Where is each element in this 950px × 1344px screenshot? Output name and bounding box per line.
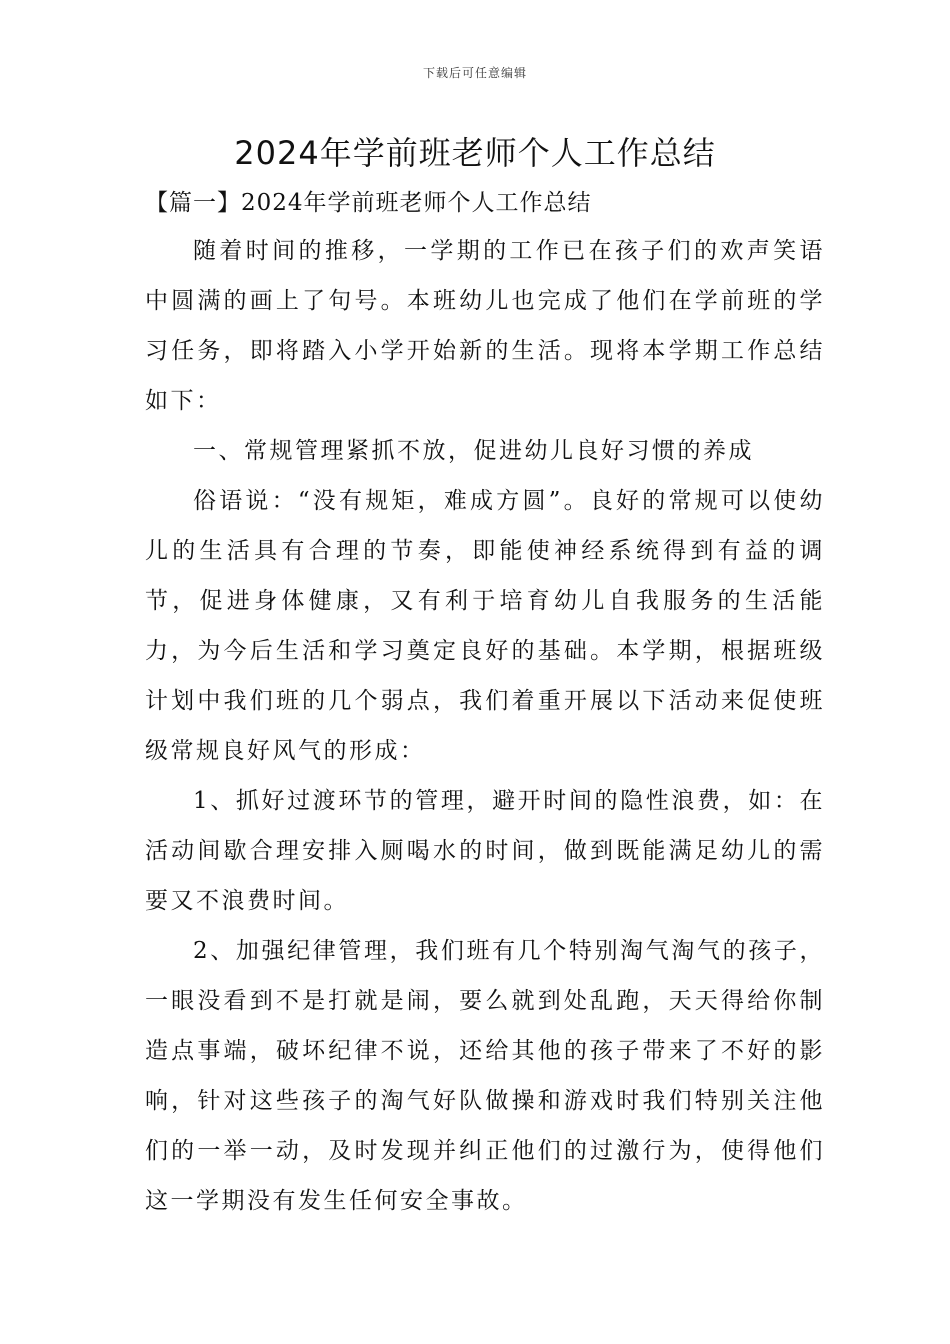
paragraph-item-2: 2、加强纪律管理，我们班有几个特别淘气淘气的孩子，一眼没看到不是打就是闹，要么就到处乱跑，天天得给你制造点事端，破坏纪律不说，还给其他的孩子带来了不好的影响，针对这些孩子的淘气好队做操和游戏时我们特别关注他们的一举一动，及时发现并纠正他们的过激行为，使得他们这一学期没有发生任何安全事故。 [145,938,825,1214]
page-title: 2024年学前班老师个人工作总结 [234,134,716,172]
paragraph-routine: 俗语说：“没有规矩，难成方圆”。良好的常规可以使幼儿的生活具有合理的节奏，即能使神经系统得到有益的调节，促进身体健康，又有利于培育幼儿自我服务的生活能力，为今后生活和学习奠定良好的基础。本学期，根据班级计划中我们班的几个弱点，我们着重开展以下活动来促使班级常规良好风气的形成： [145,488,825,764]
header-note: 下载后可任意编辑 [422,66,527,80]
section-heading: 【篇一】2024年学前班老师个人工作总结 [145,190,592,216]
paragraph-heading-one: 一、常规管理紧抓不放，促进幼儿良好习惯的养成 [193,438,754,464]
paragraph-item-1: 1、抓好过渡环节的管理，避开时间的隐性浪费，如：在活动间歇合理安排入厕喝水的时间，做到既能满足幼儿的需要又不浪费时间。 [145,788,825,914]
body-text [145,226,825,1226]
paragraph-intro: 随着时间的推移，一学期的工作已在孩子们的欢声笑语中圆满的画上了句号。本班幼儿也完成了他们在学前班的学习任务，即将踏入小学开始新的生活。现将本学期工作总结如下： [145,238,825,414]
